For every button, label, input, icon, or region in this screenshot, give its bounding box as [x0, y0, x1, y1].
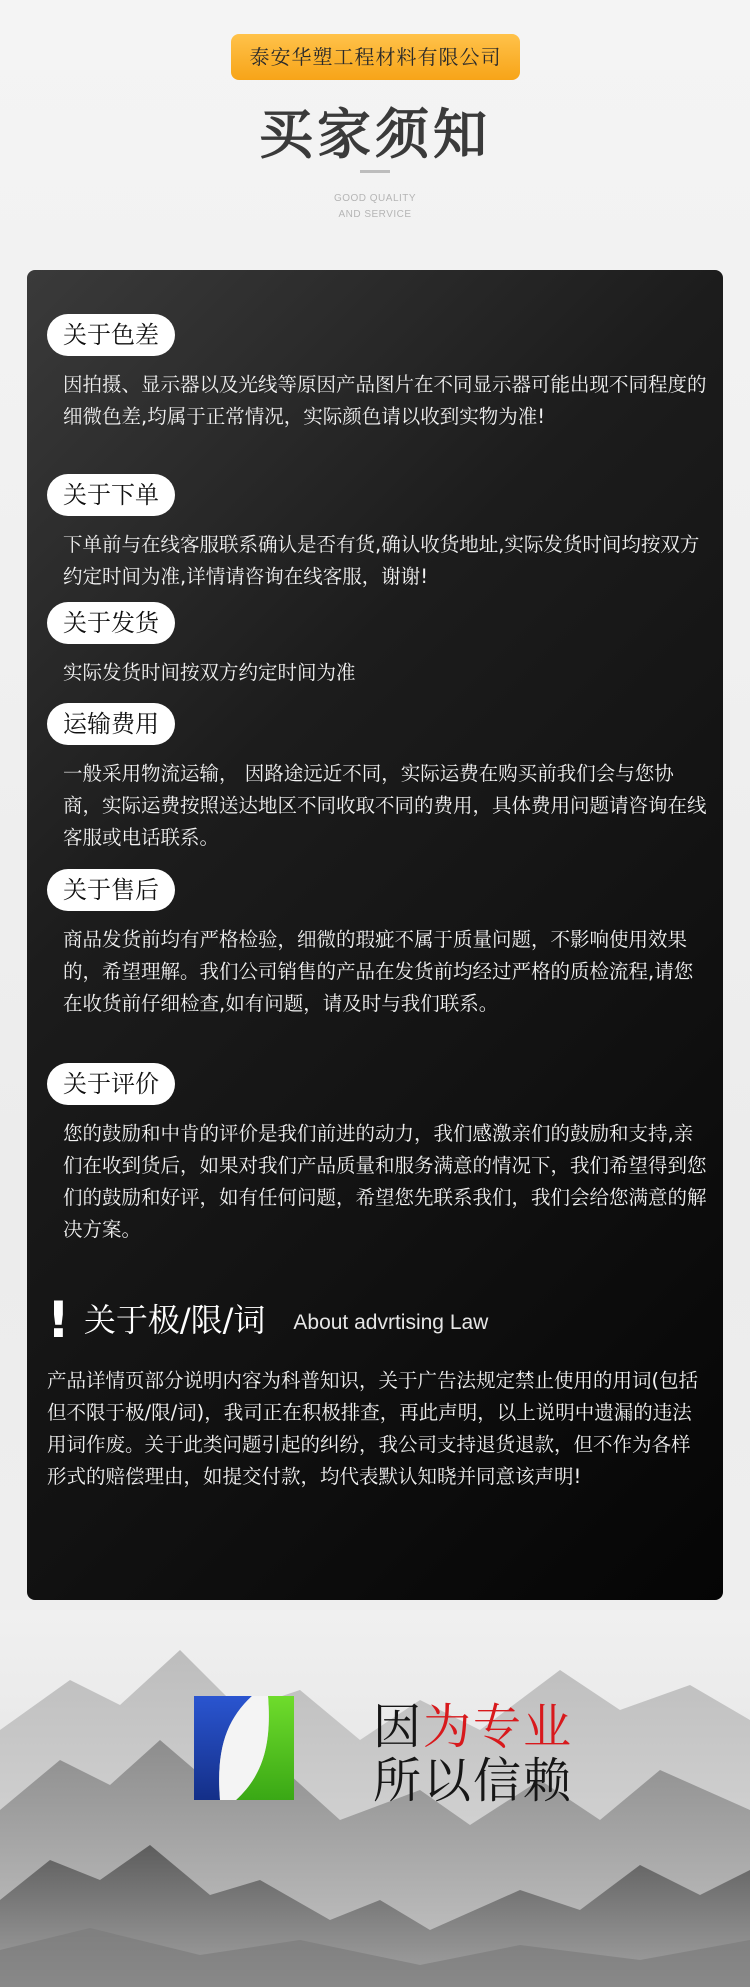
tagline-line-2: AND SERVICE	[338, 209, 412, 220]
section-body-shipping: 实际发货时间按双方约定时间为准	[63, 661, 356, 684]
section-label-color-difference: 关于色差	[47, 314, 175, 356]
company-name-badge: 泰安华塑工程材料有限公司	[231, 34, 520, 80]
section-label-after-sales: 关于售后	[47, 869, 175, 911]
notice-card	[27, 270, 723, 1600]
company-logo-icon	[186, 1690, 302, 1806]
page-title: 买家须知	[259, 103, 491, 166]
tagline-line-1: GOOD QUALITY	[333, 193, 417, 204]
law-body: 产品详情页部分说明内容为科普知识，关于广告法规定禁止使用的用词(包括但不限于极/限/词)，我司正在积极排查，再此声明，以上说明中遗漏的违法用词作废。关于此类问题引起的纠纷，我公司支持退货退款，但不作为各样形式的赔偿理由，如提交付款，均代表默认知晓并同意该声明!	[47, 1369, 699, 1488]
exclamation-icon: !	[47, 1291, 70, 1349]
section-label-shipping: 关于发货	[47, 602, 175, 644]
law-subtitle: About advrtising Law	[293, 1311, 489, 1334]
title-divider	[360, 170, 390, 173]
section-body-freight: 一般采用物流运输， 因路途远近不同，实际运费在购买前我们会与您协商，实际运费按照送达地区不同收取不同的费用，具体费用问题请咨询在线客服或电话联系。	[63, 762, 707, 849]
section-label-reviews: 关于评价	[47, 1063, 175, 1105]
slogan-highlight: 为专业	[423, 1699, 574, 1755]
slogan-char-1: 因	[373, 1699, 424, 1755]
section-body-color-difference: 因拍摄、显示器以及光线等原因产品图片在不同显示器可能出现不同程度的细微色差,均属于正常情况，实际颜色请以收到实物为准!	[63, 373, 707, 428]
section-body-reviews: 您的鼓励和中肯的评价是我们前进的动力，我们感激亲们的鼓励和支持,亲们在收到货后，如果对我们产品质量和服务满意的情况下，我们希望得到您们的鼓励和好评，如有任何问题，希望您先联系我们，我们会给您满意的解决方案。	[63, 1122, 707, 1241]
law-heading	[47, 1290, 488, 1350]
law-title: 关于极/限/词	[83, 1301, 266, 1339]
section-body-after-sales: 商品发货前均有严格检验，细微的瑕疵不属于质量问题，不影响使用效果的，希望理解。我们公司销售的产品在发货前均经过严格的质检流程,请您在收货前仔细检查,如有问题，请及时与我们联系。	[63, 928, 694, 1015]
tagline	[0, 191, 750, 223]
section-label-freight: 运输费用	[47, 703, 175, 745]
slogan-line-2: 所以信赖	[373, 1753, 574, 1809]
section-label-ordering: 关于下单	[47, 474, 175, 516]
slogan	[373, 1700, 623, 1808]
section-body-ordering: 下单前与在线客服联系确认是否有货,确认收货地址,实际发货时间均按双方约定时间为准,详情请咨询在线客服，谢谢!	[63, 533, 700, 588]
slogan-line-1	[373, 1700, 623, 1754]
